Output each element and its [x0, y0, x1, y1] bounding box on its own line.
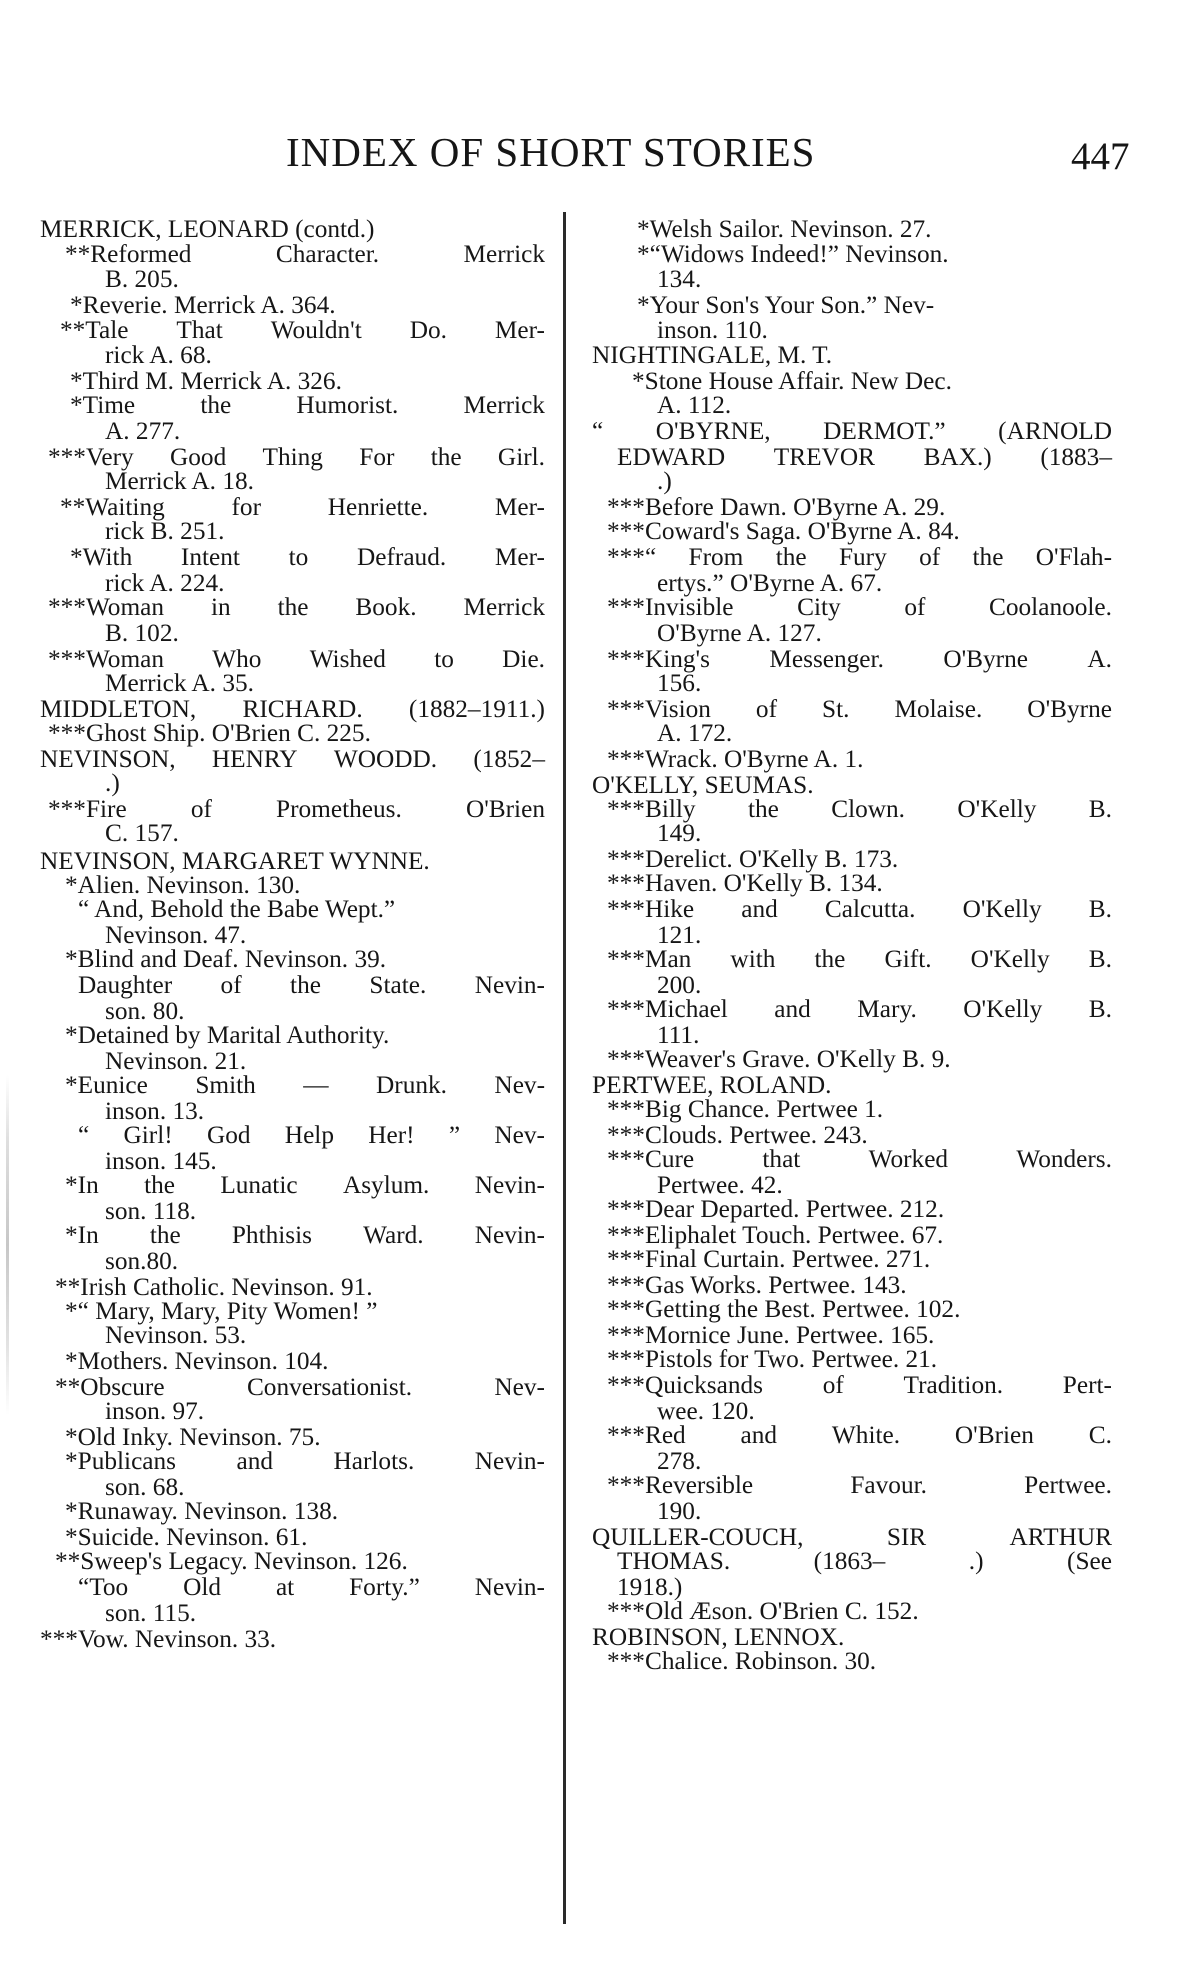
index-entry-left-line: ***Ghost Ship. O'Brien C. 225. — [48, 719, 371, 747]
index-entry-left-line: son. 115. — [105, 1599, 197, 1627]
index-entry-right-line: QUILLER-COUCH, SIR ARTHUR — [592, 1523, 1112, 1551]
index-entry-right-line: ***Coward's Saga. O'Byrne A. 84. — [607, 517, 960, 545]
index-entry-left-line: *Detained by Marital Authority. — [65, 1021, 390, 1049]
index-entry-right-line: inson. 110. — [657, 316, 768, 344]
index-entry-right-line: ***Red and White. O'Brien C. — [607, 1421, 1112, 1449]
index-entry-right-line: ***Old Æson. O'Brien C. 152. — [607, 1597, 919, 1625]
index-entry-right-line: 121. — [657, 921, 702, 949]
index-entry-left-line: *Third M. Merrick A. 326. — [70, 367, 342, 395]
index-entry-right-line: 149. — [657, 819, 702, 847]
index-entry-right-line: ***Michael and Mary. O'Kelly B. — [607, 995, 1112, 1023]
index-entry-left-line: Merrick A. 35. — [105, 669, 254, 697]
index-entry-left-line: *In the Lunatic Asylum. Nevin- — [65, 1171, 545, 1199]
index-entry-right-line: ***Big Chance. Pertwee 1. — [607, 1095, 884, 1123]
index-entry-right-line: A. 172. — [657, 719, 733, 747]
index-entry-right-line: PERTWEE, ROLAND. — [592, 1071, 832, 1099]
index-entry-right-line: *Your Son's Your Son.” Nev- — [637, 291, 935, 319]
index-entry-right-line: ***Final Curtain. Pertwee. 271. — [607, 1245, 931, 1273]
index-entry-right-line: *“Widows Indeed!” Nevinson. — [637, 240, 949, 268]
index-entry-right-line: ***Haven. O'Kelly B. 134. — [607, 869, 883, 897]
index-entry-right-line: ***Man with the Gift. O'Kelly B. — [607, 945, 1112, 973]
page-header — [0, 128, 1202, 188]
index-entry-left-line: “ Girl! God Help Her! ” Nev- — [78, 1121, 545, 1149]
index-entry-left-line: son.80. — [105, 1247, 179, 1275]
index-entry-left-line: *Eunice Smith — Drunk. Nev- — [65, 1071, 545, 1099]
index-entry-right-line: “ O'BYRNE, DERMOT.” (ARNOLD — [592, 417, 1112, 445]
index-entry-left-line: A. 277. — [105, 417, 181, 445]
index-entry-right-line: wee. 120. — [657, 1397, 755, 1425]
index-entry-right-line: ***Wrack. O'Byrne A. 1. — [607, 745, 864, 773]
index-entry-right-line: ***Getting the Best. Pertwee. 102. — [607, 1295, 961, 1323]
index-entry-left-line: ***Woman in the Book. Merrick — [48, 593, 545, 621]
index-entry-right-line: 111. — [657, 1021, 700, 1049]
index-entry-right-line: ***“ From the Fury of the O'Flah- — [607, 543, 1112, 571]
index-entry-right-line: 278. — [657, 1447, 702, 1475]
index-entry-left-line: son. 80. — [105, 997, 185, 1025]
index-entry-right-line: ***Reversible Favour. Pertwee. — [607, 1471, 1112, 1499]
index-entry-left-line: MERRICK, LEONARD (contd.) — [40, 215, 375, 243]
index-entry-right-line: ***Pistols for Two. Pertwee. 21. — [607, 1345, 938, 1373]
index-entry-right-line: .) — [657, 467, 672, 495]
index-entry-right-line: ***Mornice June. Pertwee. 165. — [607, 1321, 935, 1349]
index-entry-right-line: ***King's Messenger. O'Byrne A. — [607, 645, 1112, 673]
index-entry-left-line: **Tale That Wouldn't Do. Mer- — [60, 316, 545, 344]
index-entry-left-line: *Publicans and Harlots. Nevin- — [65, 1447, 545, 1475]
index-entry-right-line: ***Before Dawn. O'Byrne A. 29. — [607, 493, 946, 521]
index-entry-left-line: *In the Phthisis Ward. Nevin- — [65, 1221, 545, 1249]
index-entry-right-line: ***Hike and Calcutta. O'Kelly B. — [607, 895, 1112, 923]
index-entry-right-line: ***Vision of St. Molaise. O'Byrne — [607, 695, 1112, 723]
index-entry-right-line: O'KELLY, SEUMAS. — [592, 771, 814, 799]
index-entry-left-line: rick A. 224. — [105, 569, 225, 597]
index-entry-right-line: *Welsh Sailor. Nevinson. 27. — [637, 215, 932, 243]
index-entry-right-line: ***Invisible City of Coolanoole. — [607, 593, 1112, 621]
index-entry-right-line: ***Weaver's Grave. O'Kelly B. 9. — [607, 1045, 951, 1073]
index-entry-right-line: ***Eliphalet Touch. Pertwee. 67. — [607, 1221, 944, 1249]
index-entry-right-line: ***Chalice. Robinson. 30. — [607, 1647, 877, 1675]
index-entry-right-line: ***Derelict. O'Kelly B. 173. — [607, 845, 899, 873]
index-entry-left-line: **Sweep's Legacy. Nevinson. 126. — [55, 1547, 408, 1575]
index-entry-left-line: Merrick A. 18. — [105, 467, 254, 495]
index-entry-left-line: “ And, Behold the Babe Wept.” — [78, 895, 396, 923]
index-entry-left-line: son. 68. — [105, 1473, 185, 1501]
index-entry-left-line: ***Vow. Nevinson. 33. — [40, 1625, 277, 1653]
index-entry-left-line: B. 205. — [105, 265, 179, 293]
index-entry-left-line: **Irish Catholic. Nevinson. 91. — [55, 1273, 373, 1301]
index-entry-left-line: Nevinson. 21. — [105, 1047, 247, 1075]
index-entry-right-line: ROBINSON, LENNOX. — [592, 1623, 845, 1651]
index-entry-right-line: O'Byrne A. 127. — [657, 619, 822, 647]
index-entry-right-line: ***Dear Departed. Pertwee. 212. — [607, 1195, 945, 1223]
index-entry-left-line: ***Very Good Thing For the Girl. — [48, 443, 545, 471]
index-entry-right-line: ertys.” O'Byrne A. 67. — [657, 569, 883, 597]
index-entry-left-line: rick A. 68. — [105, 341, 212, 369]
index-entry-left-line: B. 102. — [105, 619, 179, 647]
index-entry-right-line: NIGHTINGALE, M. T. — [592, 341, 833, 369]
index-entry-left-line: NEVINSON, HENRY WOODD. (1852– — [40, 745, 545, 773]
index-entry-right-line: EDWARD TREVOR BAX.) (1883– — [617, 443, 1112, 471]
index-entry-left-line: inson. 97. — [105, 1397, 205, 1425]
index-entry-right-line: THOMAS. (1863– .) (See — [617, 1547, 1112, 1575]
index-entry-left-line: rick B. 251. — [105, 517, 225, 545]
index-entry-right-line: 200. — [657, 971, 702, 999]
index-entry-left-line: *With Intent to Defraud. Mer- — [70, 543, 545, 571]
index-entry-left-line: **Obscure Conversationist. Nev- — [55, 1373, 545, 1401]
index-entry-right-line: ***Billy the Clown. O'Kelly B. — [607, 795, 1112, 823]
index-entry-left-line: **Waiting for Henriette. Mer- — [60, 493, 545, 521]
index-entry-right-line: 190. — [657, 1497, 702, 1525]
index-entry-right-line: ***Clouds. Pertwee. 243. — [607, 1121, 868, 1149]
index-entry-left-line: “Too Old at Forty.” Nevin- — [78, 1573, 545, 1601]
index-entry-left-line: *Time the Humorist. Merrick — [70, 391, 545, 419]
index-entry-right-line: 156. — [657, 669, 702, 697]
index-entry-left-line: *Alien. Nevinson. 130. — [65, 871, 301, 899]
page-number: 447 — [1071, 135, 1130, 178]
index-entry-left-line: C. 157. — [105, 819, 179, 847]
index-entry-left-line: *Old Inky. Nevinson. 75. — [65, 1423, 321, 1451]
index-entry-left-line: NEVINSON, MARGARET WYNNE. — [40, 847, 430, 875]
column-divider — [563, 212, 566, 1924]
index-entry-right-line: 1918.) — [617, 1573, 683, 1601]
page-title: INDEX OF SHORT STORIES — [286, 129, 816, 175]
index-entry-left-line: *Blind and Deaf. Nevinson. 39. — [65, 945, 387, 973]
index-entry-left-line: *Suicide. Nevinson. 61. — [65, 1523, 308, 1551]
index-entry-left-line: ***Fire of Prometheus. O'Brien — [48, 795, 545, 823]
index-entry-right-line: ***Gas Works. Pertwee. 143. — [607, 1271, 907, 1299]
index-entry-left-line: .) — [105, 769, 120, 797]
scan-edge-mark — [6, 1075, 9, 1415]
index-entry-left-line: Daughter of the State. Nevin- — [78, 971, 545, 999]
index-entry-right-line: Pertwee. 42. — [657, 1171, 783, 1199]
index-entry-right-line: 134. — [657, 265, 702, 293]
index-entry-left-line: ***Woman Who Wished to Die. — [48, 645, 545, 673]
index-entry-left-line: MIDDLETON, RICHARD. (1882–1911.) — [40, 695, 545, 723]
index-entry-left-line: *Reverie. Merrick A. 364. — [70, 291, 336, 319]
index-entry-right-line: ***Quicksands of Tradition. Pert- — [607, 1371, 1112, 1399]
index-entry-left-line: *Runaway. Nevinson. 138. — [65, 1497, 339, 1525]
index-entry-left-line: *Mothers. Nevinson. 104. — [65, 1347, 329, 1375]
index-entry-left-line: inson. 13. — [105, 1097, 205, 1125]
index-entry-left-line: Nevinson. 53. — [105, 1321, 247, 1349]
index-entry-right-line: *Stone House Affair. New Dec. — [632, 367, 952, 395]
index-entry-left-line: Nevinson. 47. — [105, 921, 247, 949]
index-entry-left-line: son. 118. — [105, 1197, 197, 1225]
index-entry-left-line: inson. 145. — [105, 1147, 217, 1175]
index-entry-right-line: ***Cure that Worked Wonders. — [607, 1145, 1112, 1173]
index-entry-left-line: *“ Mary, Mary, Pity Women! ” — [65, 1297, 378, 1325]
index-entry-left-line: **Reformed Character. Merrick — [65, 240, 545, 268]
index-entry-right-line: A. 112. — [657, 391, 732, 419]
